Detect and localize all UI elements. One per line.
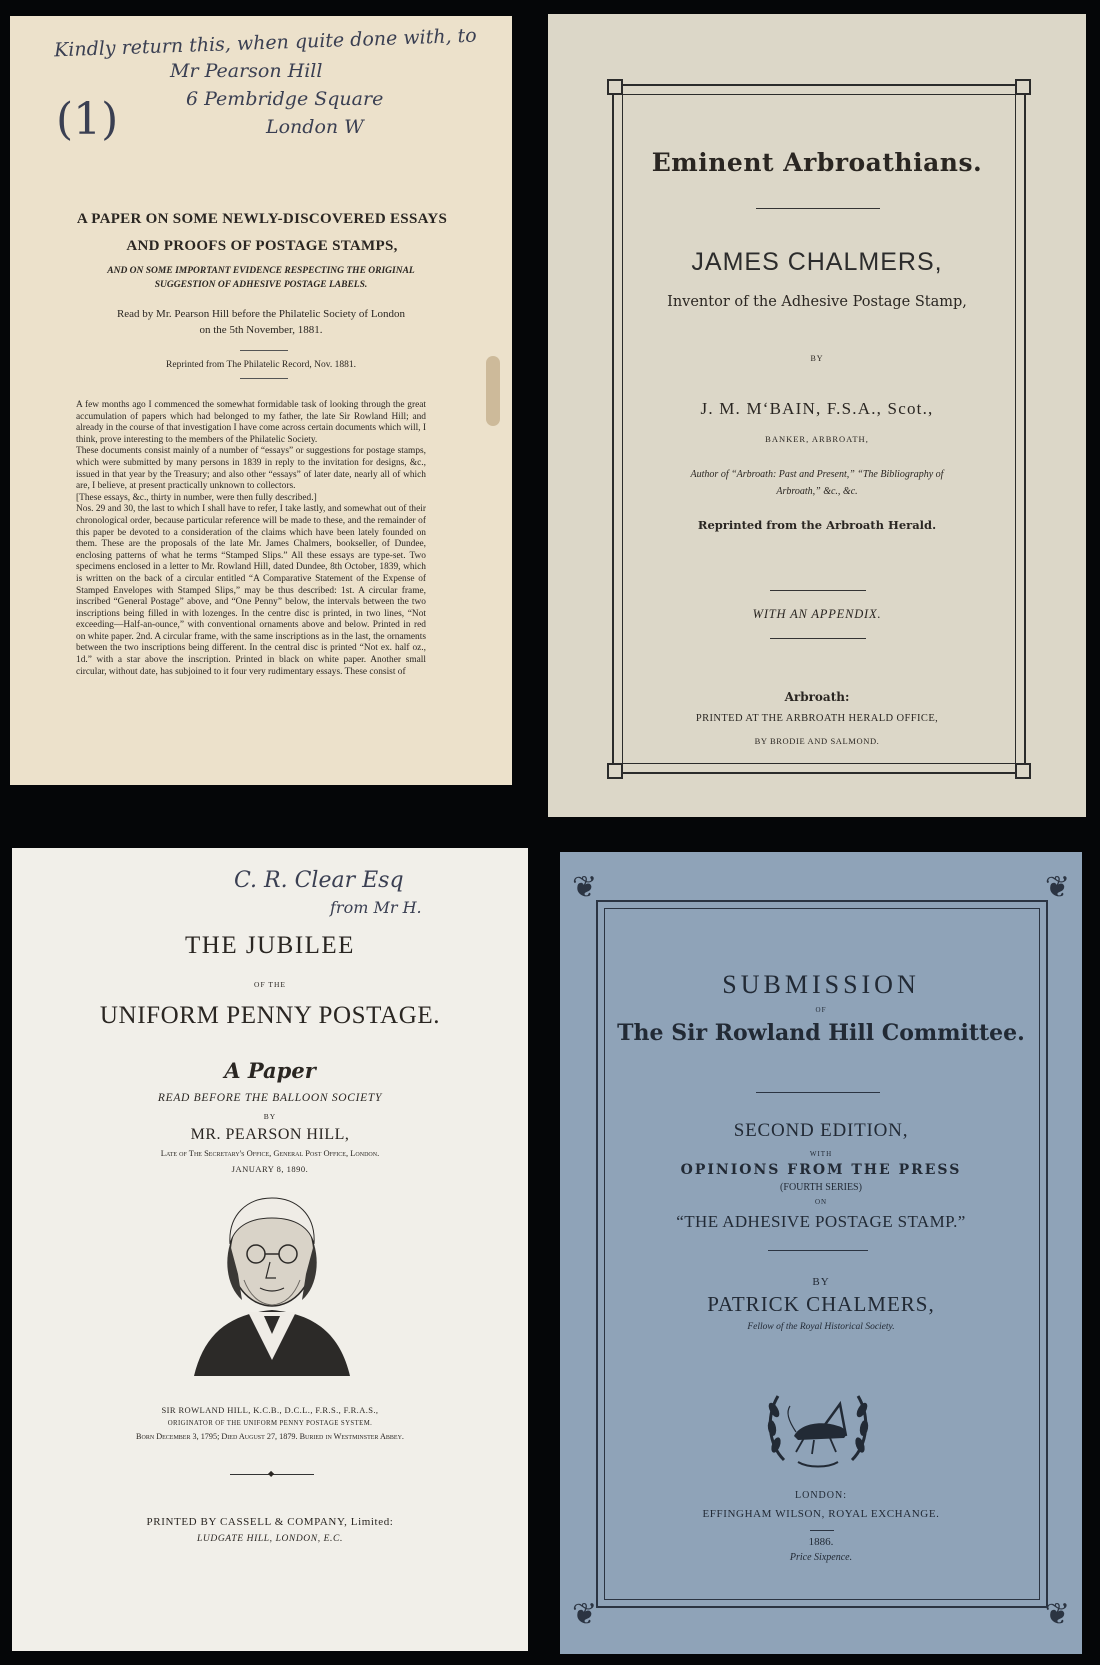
appendix-note: WITH AN APPENDIX. — [752, 607, 882, 621]
imprint-place: LONDON: — [795, 1490, 847, 1501]
divider-rule — [756, 208, 880, 209]
handwritten-dedication-line-2: from Mr H. — [330, 898, 422, 917]
imprint-publisher: PRINTED BY CASSELL & COMPANY, Limited: — [146, 1516, 394, 1528]
handwritten-number: (1) — [56, 94, 119, 145]
reprint-note: Reprinted from The Philatelic Record, Nov. 1881. — [166, 360, 356, 370]
corner-flourish-icon: ❦ — [1044, 1598, 1070, 1631]
portrait-caption-name: SIR ROWLAND HILL, K.C.B., D.C.L., F.R.S., F.R.A.S., — [161, 1405, 379, 1415]
imprint-names: BY BRODIE AND SALMOND. — [754, 736, 880, 746]
divider-rule — [768, 1250, 868, 1251]
speaker-name: MR. PEARSON HILL, — [190, 1126, 350, 1143]
corner-ornament-icon — [607, 763, 623, 779]
of-label: OF — [815, 1006, 827, 1014]
read-before-note: READ BEFORE THE BALLOON SOCIETY — [157, 1092, 383, 1104]
body-paragraph-3: [These essays, &c., thirty in number, were then fully described.] — [76, 492, 317, 503]
by-label: BY — [812, 1276, 830, 1288]
of-the-label: OF THE — [254, 980, 286, 989]
read-line-1: Read by Mr. Pearson Hill before the Philatelic Society of London — [116, 308, 406, 320]
body-text — [76, 400, 426, 678]
decorative-border — [612, 84, 1026, 774]
diamond-ornament-icon: ◆ — [268, 1469, 275, 1478]
divider-rule — [240, 378, 288, 379]
pamphlet-title: THE JUBILEE — [185, 932, 355, 959]
title-line-1: A PAPER ON SOME NEWLY-DISCOVERED ESSAYS — [76, 211, 448, 227]
corner-flourish-icon: ❦ — [1044, 871, 1070, 904]
read-by-note — [70, 306, 452, 338]
portrait-caption-dates: Born December 3, 1795; Died August 27, 1879. Buried in Westminster Abbey. — [136, 1432, 404, 1441]
speaker-office: Late of The Secretary's Office, General Post Office, London. — [160, 1148, 380, 1158]
pamphlet-submission-committee — [560, 852, 1082, 1654]
series-title: Eminent Arbroathians. — [651, 148, 983, 177]
pamphlet-title: SUBMISSION — [722, 970, 920, 999]
with-label: WITH — [809, 1150, 833, 1158]
corner-ornament-icon — [1015, 763, 1031, 779]
body-paragraph-1: A few months ago I commenced the somewhat formidable task of looking through the great accumulation of papers which had belonged to my father, the late Sir Rowland Hill; and already in the course of that investigation I have come across certain documents which will, I think, prove interesting to the members of the Philatelic Society. — [76, 400, 426, 445]
opinions-heading: OPINIONS FROM THE PRESS — [680, 1162, 962, 1178]
works-line-1: Author of “Arbroath: Past and Present,” “The Bibliography of — [690, 469, 944, 480]
subtitle-line-1: AND ON SOME IMPORTANT EVIDENCE RESPECTING THE ORIGINAL — [107, 266, 415, 276]
body-paragraph-2: These documents consist mainly of a number of “essays” or suggestions for postage stamps, which were submitted by many persons in 1839 in reply to the invitation for designs, &c., issued in that year by the Treasury; and also other “essays” of later date, nearly all of which are, I believe, at present practically unknown to collectors. — [76, 446, 426, 492]
author-occupation: BANKER, ARBROATH, — [765, 434, 869, 444]
handwritten-dedication-line-1: C. R. Clear Esq — [234, 868, 404, 893]
by-label: BY — [810, 354, 824, 363]
portrait-caption-role: ORIGINATOR OF THE UNIFORM PENNY POSTAGE SYSTEM. — [167, 1420, 373, 1427]
pamphlet-title — [46, 206, 478, 260]
reprinted-note: Reprinted from the Arbroath Herald. — [697, 518, 937, 532]
paper-label: A Paper — [224, 1058, 316, 1083]
imprint-address: LUDGATE HILL, LONDON, E.C. — [197, 1534, 343, 1544]
corner-flourish-icon: ❦ — [572, 1598, 598, 1631]
divider-rule — [770, 590, 866, 591]
imprint-printer: PRINTED AT THE ARBROATH HERALD OFFICE, — [695, 713, 939, 724]
imprint-year: 1886. — [808, 1536, 834, 1548]
divider-rule — [770, 638, 866, 639]
corner-ornament-icon — [1015, 79, 1031, 95]
pamphlet-newly-discovered-essays — [10, 16, 512, 785]
handwritten-note-line-3: 6 Pembridge Square — [186, 88, 384, 110]
divider-rule — [810, 1530, 834, 1531]
pamphlet-subtitle — [80, 264, 442, 292]
author-affiliation: Fellow of the Royal Historical Society. — [747, 1322, 895, 1332]
pamphlet-subject: “THE ADHESIVE POSTAGE STAMP.” — [676, 1212, 966, 1231]
handwritten-note-line-4: London W — [266, 116, 364, 138]
author-name: J. M. M‘BAIN, F.S.A., Scot., — [700, 399, 934, 418]
subtitle-line-2: SUGGESTION OF ADHESIVE POSTAGE LABELS. — [154, 280, 368, 290]
handwritten-note-line-1: Kindly return this, when quite done with, to — [53, 24, 478, 62]
title-line-2: AND PROOFS OF POSTAGE STAMPS, — [126, 238, 398, 254]
corner-flourish-icon: ❦ — [572, 871, 598, 904]
grasshopper-wreath-icon — [764, 1380, 872, 1472]
pamphlet-subtitle: Inventor of the Adhesive Postage Stamp, — [667, 294, 967, 310]
committee-name: The Sir Rowland Hill Committee. — [617, 1020, 1025, 1046]
pamphlet-subject: UNIFORM PENNY POSTAGE. — [99, 1002, 441, 1029]
by-label: BY — [263, 1112, 277, 1121]
imprint-publisher: EFFINGHAM WILSON, ROYAL EXCHANGE. — [702, 1508, 940, 1520]
inner-border — [622, 94, 1016, 764]
works-line-2: Arbroath,” &c., &c. — [776, 486, 858, 497]
lecture-date: JANUARY 8, 1890. — [231, 1164, 309, 1174]
price-label: Price Sixpence. — [789, 1552, 853, 1563]
portrait-engraving — [184, 1184, 360, 1376]
series-label: (FOURTH SERIES) — [780, 1182, 862, 1193]
read-line-2: on the 5th November, 1881. — [199, 324, 323, 336]
author-works — [658, 466, 976, 500]
divider-rule — [756, 1092, 880, 1093]
handwritten-note-line-2: Mr Pearson Hill — [170, 60, 323, 82]
pamphlet-james-chalmers — [548, 14, 1086, 817]
on-label: ON — [814, 1198, 828, 1206]
divider-rule — [240, 350, 288, 351]
paper-stain — [486, 356, 500, 426]
imprint-place: Arbroath: — [784, 690, 850, 704]
corner-ornament-icon — [607, 79, 623, 95]
pamphlet-jubilee-penny-postage — [12, 848, 528, 1651]
pamphlet-title: JAMES CHALMERS, — [691, 248, 943, 276]
author-name: PATRICK CHALMERS, — [707, 1292, 935, 1316]
body-paragraph-4: Nos. 29 and 30, the last to which I shall have to refer, I take lastly, and somewhat out of their chronological order, because particular reference will be made to these, and the remainder of this paper be devoted to a consideration of the claims which have been lately founded on them. These are the proposals of the late Mr. James Chalmers, bookseller, of Dundee, enclosing patterns of what he terms “Stamped Slips.” All these essays are type-set. Two specimens enclosed in a letter to Mr. Rowland Hill, dated Dundee, 8th October, 1839, which is written on the back of a circular entitled “A Comparative Statement of the Expense of Stamped Envelopes with Stamped Slips,” may be thus described: 1st. A circular frame, inscribed “General Postage” above, and “One Penny” below, the intervals between the two inscriptions being filled in with lozenges. In the centre disc is printed, in two lines, “Not exceeding—Half-an-ounce,” with conventional ornaments above and below. Printed in red on white paper. 2nd. A circular frame, with the same inscriptions as in the last, the ornaments between the two inscriptions being different. In the central disc is printed “Not ex. half oz., 1d.” with a star above the inscription. Printed in black on white paper. Another small circular, without date, has subjoined to it four very rudimentary essays. These consist of — [76, 504, 426, 677]
edition-label: SECOND EDITION, — [733, 1120, 909, 1141]
